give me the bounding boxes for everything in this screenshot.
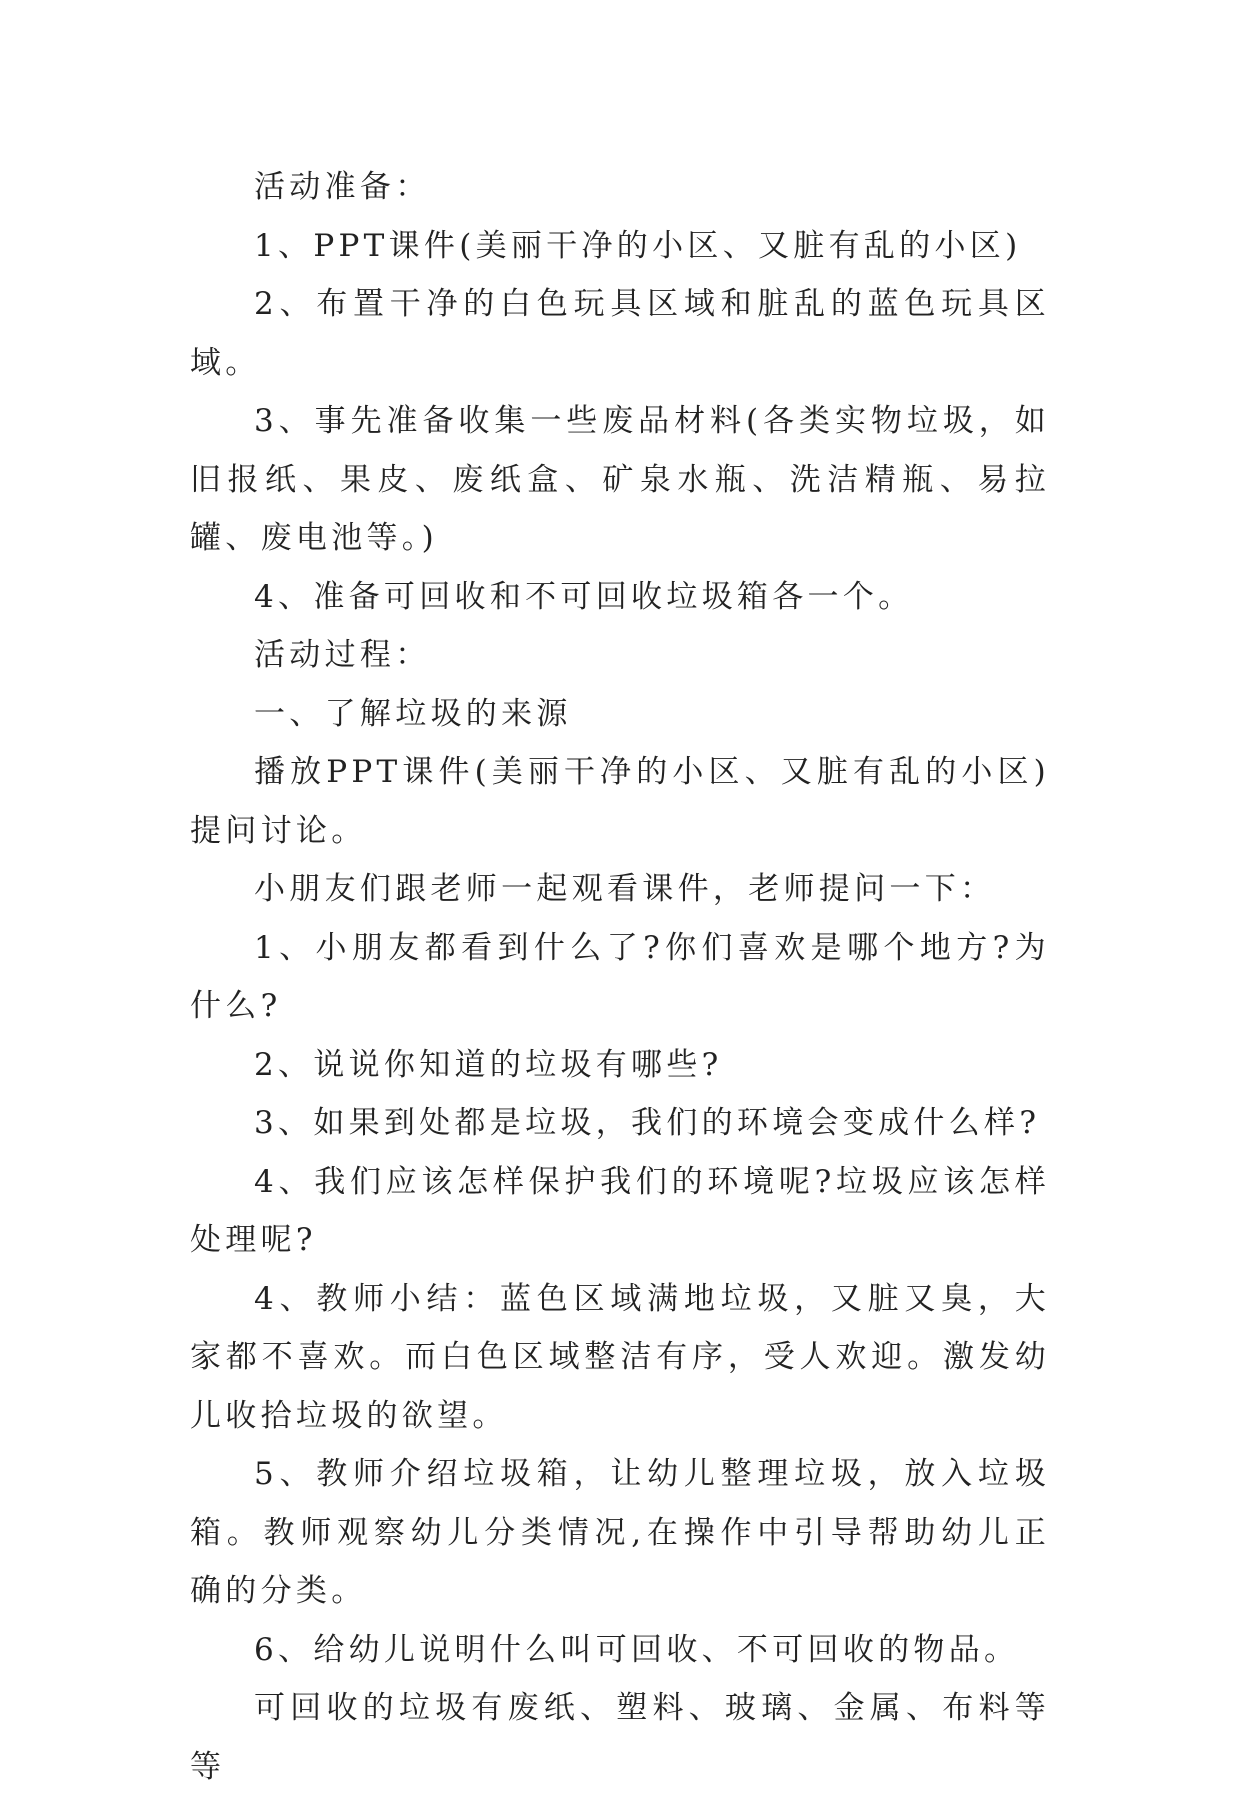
paragraph: 小朋友们跟老师一起观看课件，老师提问一下： xyxy=(254,871,996,907)
paragraph: 可回收的垃圾有废纸、塑料、玻璃、金属、布料等等 xyxy=(190,1690,1050,1785)
paragraph: 3、如果到处都是垃圾，我们的环境会变成什么样? xyxy=(254,1105,1041,1141)
paragraph: 4、我们应该怎样保护我们的环境呢?垃圾应该怎样处理呢? xyxy=(190,1163,1050,1258)
paragraph: 4、准备可回收和不可回收垃圾箱各一个。 xyxy=(254,578,914,615)
paragraph: 4、教师小结：蓝色区域满地垃圾，又脏又臭，大家都不喜欢。而白色区域整洁有序，受人欢迎。激发幼儿收拾垃圾的欲望。 xyxy=(190,1280,1050,1434)
paragraph: 1、PPT课件(美丽干净的小区、又脏有乱的小区) xyxy=(254,227,1022,264)
section-heading-process: 活动过程： xyxy=(254,637,431,673)
subsection-heading: 一、了解垃圾的来源 xyxy=(254,695,572,732)
section-heading-preparation: 活动准备： xyxy=(254,169,431,205)
paragraph: 2、布置干净的白色玩具区域和脏乱的蓝色玩具区域。 xyxy=(190,286,1050,381)
paragraph: 2、说说你知道的垃圾有哪些? xyxy=(254,1046,723,1083)
paragraph: 5、教师介绍垃圾箱，让幼儿整理垃圾，放入垃圾箱。教师观察幼儿分类情况,在操作中引导帮助幼儿正确的分类。 xyxy=(190,1456,1050,1609)
paragraph: 6、给幼儿说明什么叫可回收、不可回收的物品。 xyxy=(254,1631,1020,1668)
paragraph: 播放PPT课件(美丽干净的小区、又脏有乱的小区)提问讨论。 xyxy=(190,754,1050,849)
paragraph: 1、小朋友都看到什么了?你们喜欢是哪个地方?为什么? xyxy=(190,929,1050,1024)
document-body xyxy=(190,158,1050,1796)
paragraph: 3、事先准备收集一些废品材料(各类实物垃圾，如旧报纸、果皮、废纸盒、矿泉水瓶、洗洁精瓶、易拉罐、废电池等。) xyxy=(190,403,1050,556)
